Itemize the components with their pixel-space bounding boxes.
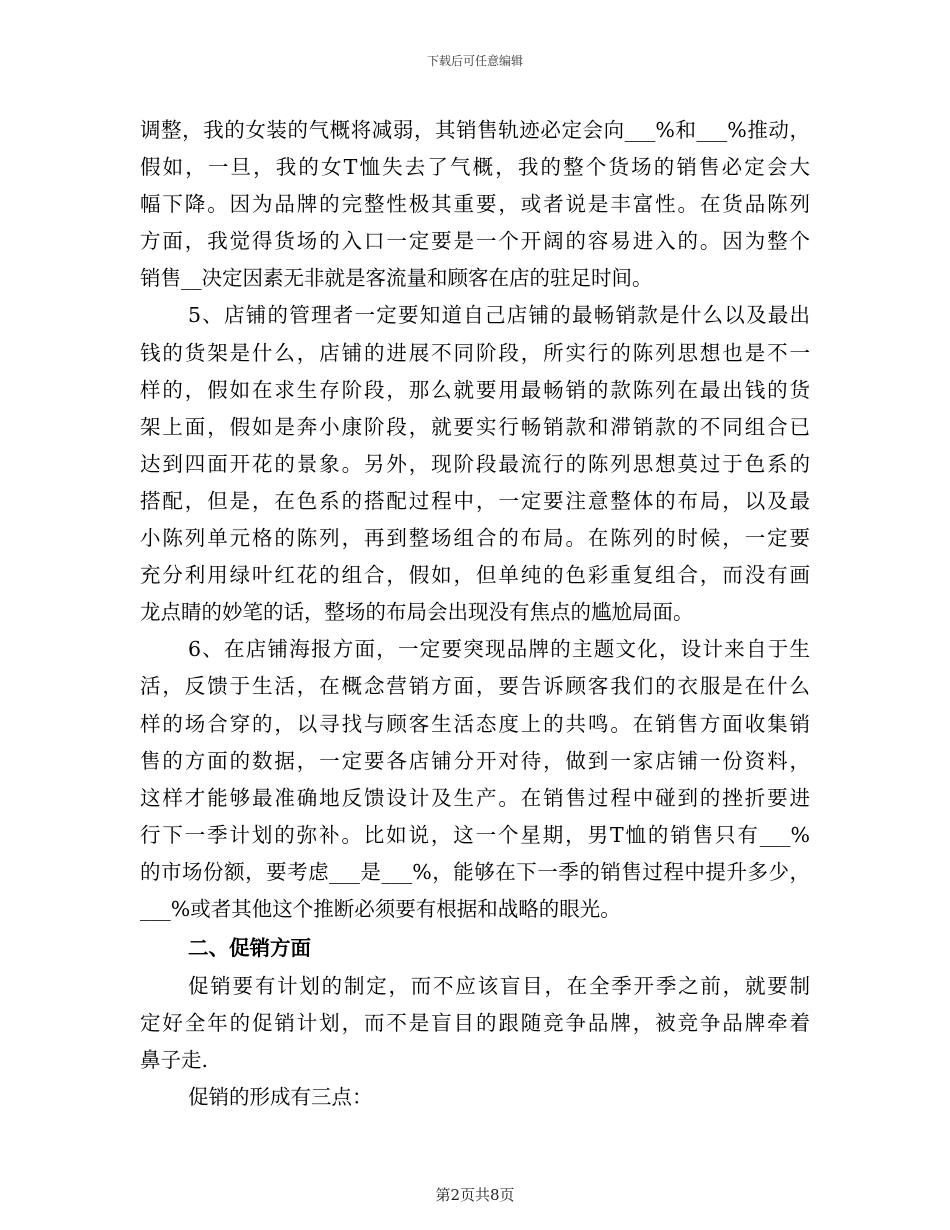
text-line: 调整，我的女装的气概将减弱，其销售轨迹必定会向___%和___%推动， [140,118,810,142]
text-line: 这样才能够最准确地反馈设计及生产。在销售过程中碰到的挫折要进 [140,785,810,810]
text-line: 售的方面的数据，一定要各店铺分开对待，做到一家店铺一份资料， [140,748,810,773]
text-line: 5、店铺的管理者一定要知道自己店铺的最畅销款是什么以及最出 [188,303,810,328]
text-line: 促销的形成有三点： [188,1085,373,1110]
text-line: 架上面，假如是奔小康阶段，就要实行畅销款和滞销款的不同组合已 [140,414,810,439]
text-line: 小陈列单元格的陈列，再到整场组合的布局。在陈列的时候，一定要 [140,526,810,551]
page-header: 下载后可任意编辑 [426,54,523,68]
text-line: 样的，假如在求生存阶段，那么就要用最畅销的款陈列在最出钱的货 [140,377,810,402]
text-line: 活，反馈于生活，在概念营销方面，要告诉顾客我们的衣服是在什么 [140,674,810,699]
text-line: 龙点睛的妙笔的话，整场的布局会出现没有焦点的尴尬局面。 [140,600,694,625]
text-line: 的市场份额，要考虑___是___%，能够在下一季的销售过程中提升多少， [140,859,810,884]
text-line: 达到四面开花的景象。另外，现阶段最流行的陈列思想莫过于色系的 [140,451,810,476]
text-line: 样的场合穿的，以寻找与顾客生活态度上的共鸣。在销售方面收集销 [140,711,810,736]
text-line: 钱的货架是什么，店铺的进展不同阶段，所实行的陈列思想也是不一 [140,340,810,365]
text-line: 搭配，但是，在色系的搭配过程中，一定要注意整体的布局，以及最 [140,488,810,513]
page-footer: 第2页共8页 [435,1186,515,1204]
text-line: 行下一季计划的弥补。比如说，这一个星期，男T恤的销售只有___% [140,822,810,847]
text-line: 定好全年的促销计划，而不是盲目的跟随竞争品牌，被竞争品牌牵着 [140,1011,810,1036]
section-heading: 二、促销方面 [188,936,311,961]
text-line: 充分利用绿叶红花的组合，假如，但单纯的色彩重复组合，而没有画 [140,563,810,588]
text-line: 幅下降。因为品牌的完整性极其重要，或者说是丰富性。在货品陈列 [140,192,810,217]
text-line: 促销要有计划的制定，而不应该盲目，在全季开季之前，就要制 [188,974,810,999]
text-line: 方面，我觉得货场的入口一定要是一个开阔的容易进入的。因为整个 [140,229,810,254]
text-line: 6、在店铺海报方面，一定要突现品牌的主题文化，设计来自于生 [188,637,810,662]
text-line: 假如，一旦，我的女T恤失去了气概，我的整个货场的销售必定会大 [140,155,810,180]
text-line: 鼻子走. [140,1048,209,1073]
text-line: 销售__决定因素无非就是客流量和顾客在店的驻足时间。 [140,266,653,291]
document-body [140,112,810,1116]
text-line: ___%或者其他这个推断必须要有根据和战略的眼光。 [140,896,621,921]
